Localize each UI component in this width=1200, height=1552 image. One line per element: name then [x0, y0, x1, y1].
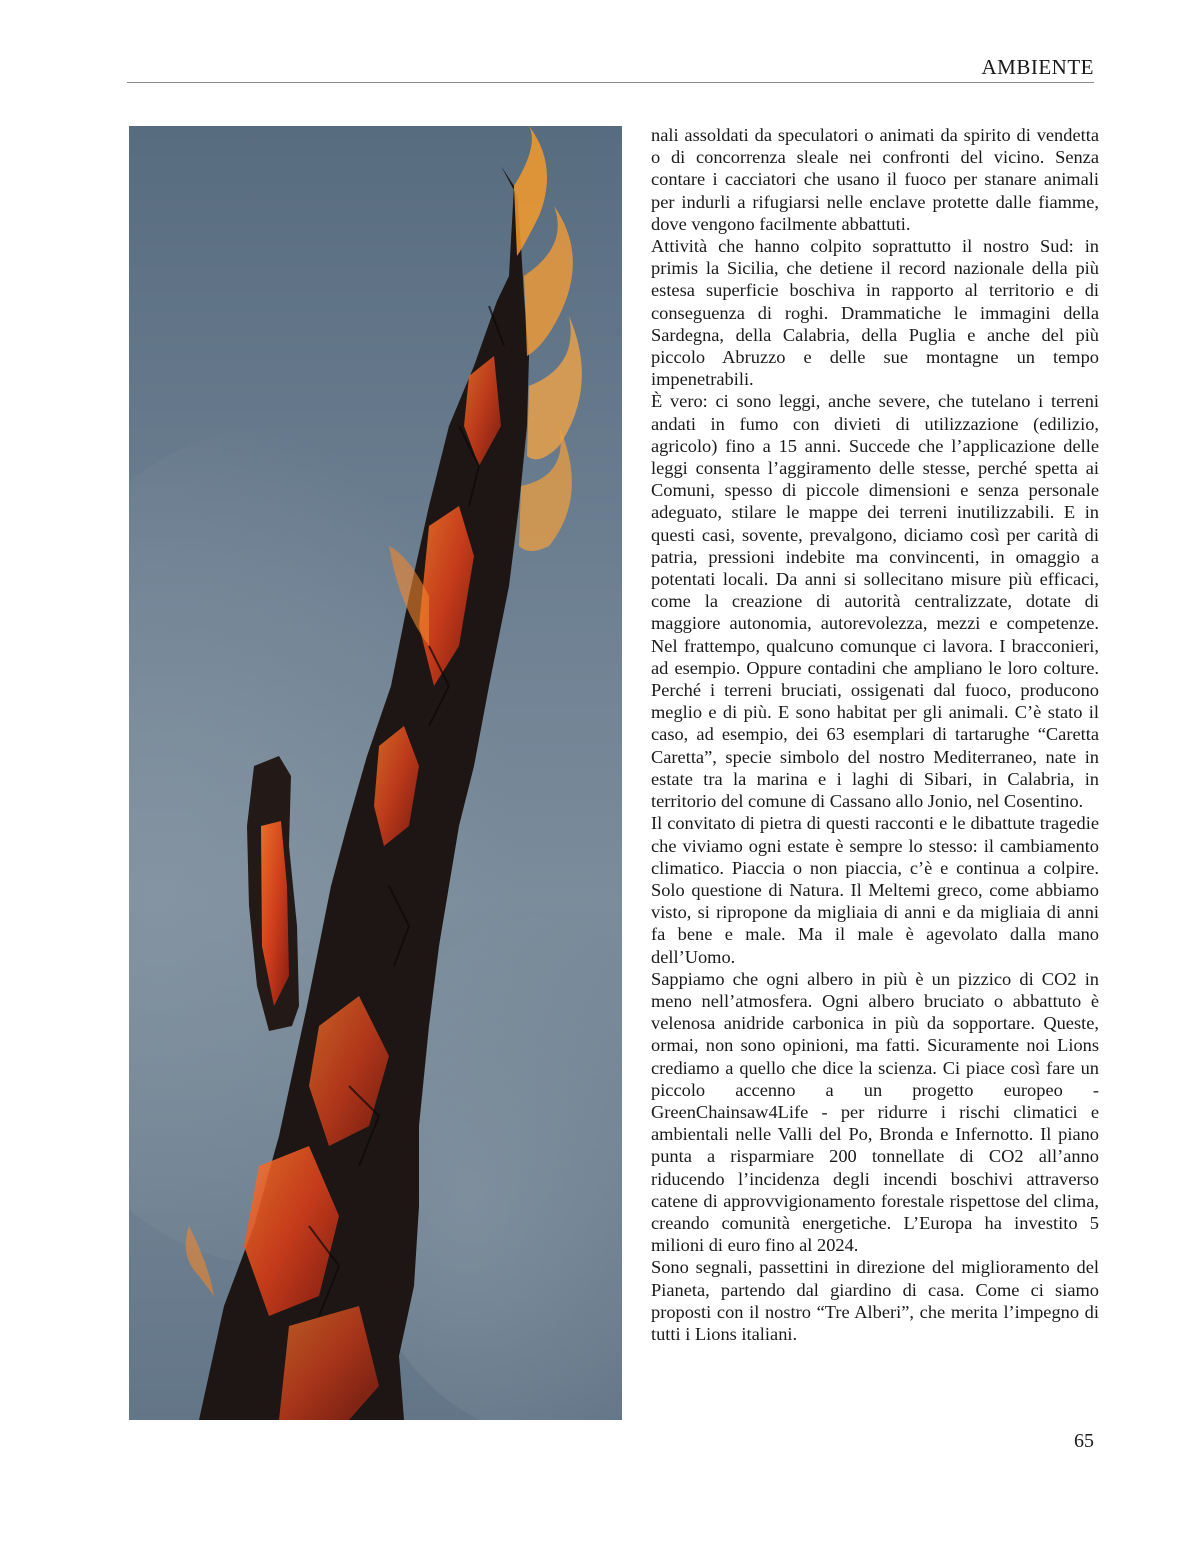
- article-body: [651, 124, 1099, 1345]
- paragraph: Attività che hanno colpito soprattutto il nostro Sud: in primis la Sicilia, che detiene il record nazionale della più estesa superficie boschiva in rapporto al territorio e di conseguenza di roghi. Drammatiche le immagini della Sardegna, della Calabria, della Puglia e anche del più piccolo Abruzzo e delle sue montagne un tempo impenetrabili.: [651, 236, 1099, 390]
- paragraph: È vero: ci sono leggi, anche severe, che tutelano i terreni andati in fumo con divieti di utilizzazione (edilizio, agricolo) fino a 15 anni. Succede che l’applicazione delle leggi consenta l’aggiramento delle stesse, perché spetta ai Comuni, spesso di piccole dimensioni e senza personale adeguato, stilare le mappe dei terreni inutilizzabili. E in questi casi, sovente, prevalgono, diciamo così per carità di patria, pressioni indebite ma convincenti, in omaggio a potentati locali. Da anni si sollecitano misure più efficaci, come la creazione di autorità centralizzate, dotate di maggiore autonomia, autorevolezza, mezzi e competenze. Nel frattempo, qualcuno comunque ci lavora. I bracconieri, ad esempio. Oppure contadini che ampliano le loro colture. Perché i terreni bruciati, ossigenati dal fuoco, producono meglio e di più. E sono habitat per gli animali. C’è stato il caso, ad esempio, dei 63 esemplari di tartarughe “Caretta Caretta”, specie simbolo del nostro Mediterraneo, nate in estate tra la marina e i laghi di Sibari, in Calabria, in territorio del comune di Cassano allo Jonio, nel Cosentino.: [651, 391, 1099, 812]
- paragraph: nali assoldati da speculatori o animati da spirito di vendetta o di concorrenza sleale nei confronti del vicino. Senza contare i cacciatori che usano il fuoco per stanare animali per indurli a rifugiarsi nelle enclave protette dalle fiamme, dove vengono facilmente abbattuti.: [651, 125, 1099, 234]
- paragraph: Il convitato di pietra di questi racconti e le dibattute tragedie che viviamo ogni estate è sempre lo stesso: il cambiamento climatico. Piaccia o non piaccia, c’è e continua a colpire. Solo questione di Natura. Il Meltemi greco, come abbiamo visto, si ripropone da migliaia di anni e da migliaia di anni fa bene e male. Ma il male è agevolato dalla mano dell’Uomo.: [651, 813, 1099, 967]
- burning-tree-illustration: [129, 126, 622, 1420]
- paragraph: Sappiamo che ogni albero in più è un pizzico di CO2 in meno nell’atmosfera. Ogni albero bruciato o abbattuto è velenosa anidride carbonica in più da sopportare. Queste, ormai, non sono opinioni, ma fatti. Sicuramente noi Lions crediamo a quello che dice la scienza. Ci piace così fare un piccolo accenno a un progetto europeo - GreenChainsaw4Life - per ridurre i rischi climatici e ambientali nelle Valli del Po, Bronda e Infernotto. Il piano punta a risparmiare 200 tonnellate di CO2 all’anno riducendo l’incidenza degli incendi boschivi attraverso catene di approvvigionamento forestale rispettose del clima, creando comunità energetiche. L’Europa ha investito 5 milioni di euro fino al 2024.: [651, 968, 1099, 1256]
- burning-tree-photo: [129, 126, 622, 1420]
- header-rule: [127, 82, 1094, 83]
- page-number: 65: [1074, 1430, 1094, 1452]
- paragraph: Sono segnali, passettini in direzione del miglioramento del Pianeta, partendo dal giardino di casa. Come ci siamo proposti con il nostro “Tre Alberi”, che merita l’impegno di tutti i Lions italiani.: [651, 1257, 1099, 1344]
- section-title: AMBIENTE: [981, 55, 1094, 79]
